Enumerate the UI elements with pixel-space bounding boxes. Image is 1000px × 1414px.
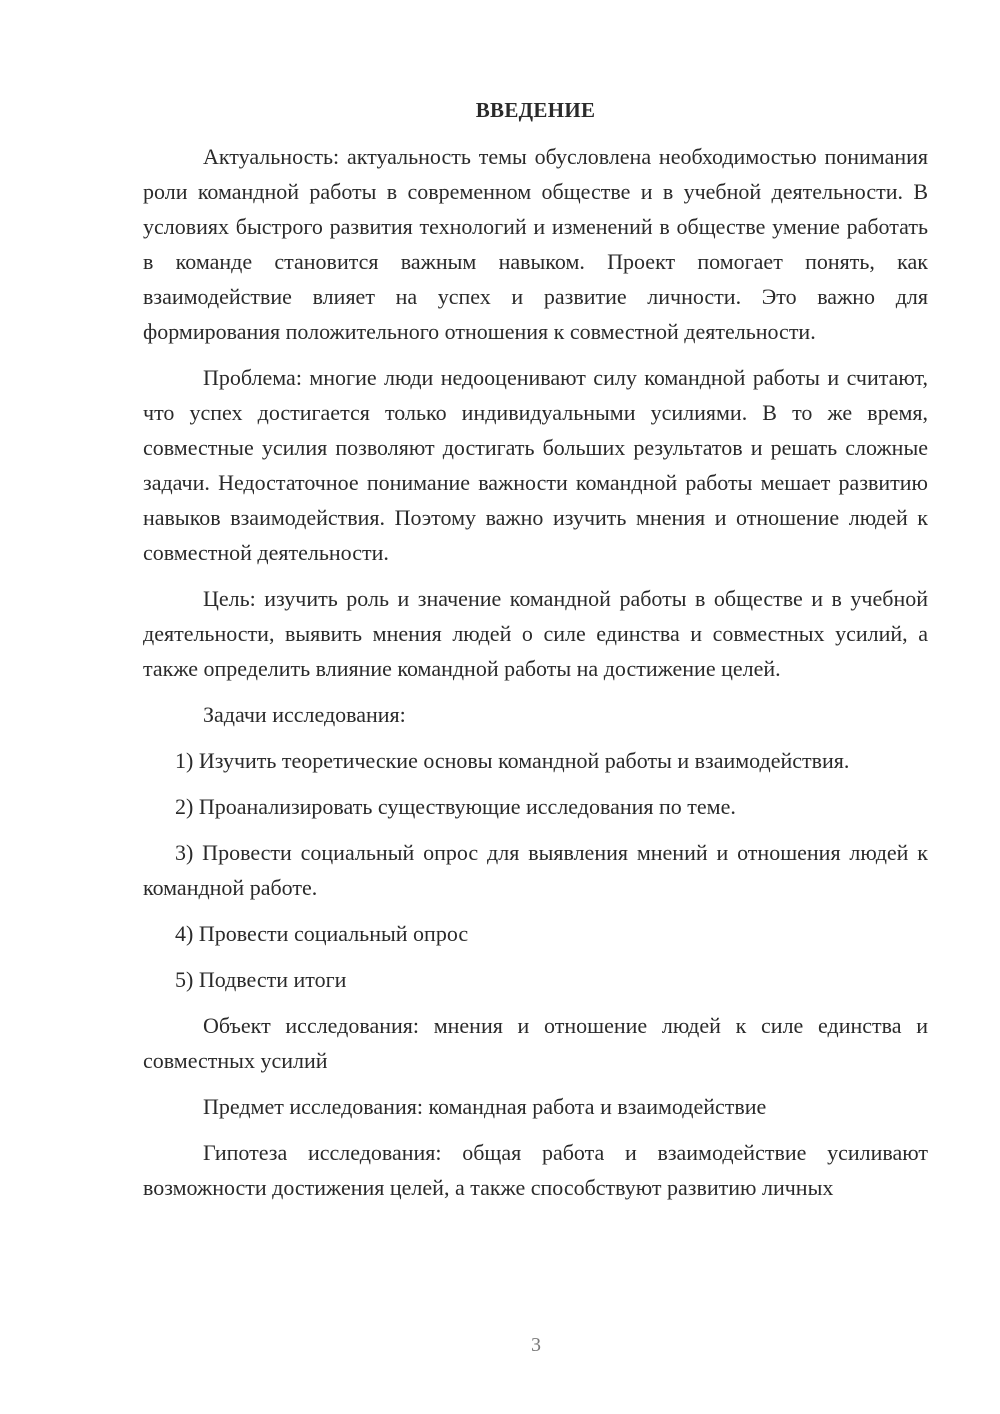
task-item: 2) Проанализировать существующие исследования по теме. [175, 794, 736, 819]
goal-paragraph: Цель: изучить роль и значение командной работы в обществе и в учебной деятельности, выявить мнения людей о силе единства и совместных усилий, а также определить влияние командной работы на достижение целей. [143, 586, 928, 681]
hypothesis-paragraph: Гипотеза исследования: общая работа и взаимодействие усиливают возможности достижения целей, а также способствуют развитию личных [143, 1140, 928, 1200]
section-title: ВВЕДЕНИЕ [475, 98, 596, 122]
subject-paragraph: Предмет исследования: командная работа и взаимодействие [203, 1094, 767, 1119]
problem-paragraph: Проблема: многие люди недооценивают силу командной работы и считают, что успех достигается только индивидуальными усилиями. В то же время, совместные усилия позволяют достигать больших результатов и решать сложные задачи. Недостаточное понимание важности командной работы мешает развитию навыков взаимодействия. Поэтому важно изучить мнения и отношение людей к совместной деятельности. [143, 365, 928, 565]
page-number: 3 [531, 1334, 541, 1356]
relevance-paragraph: Актуальность: актуальность темы обусловлена необходимостью понимания роли командной работы в современном обществе и в учебной деятельности. В условиях быстрого развития технологий и изменений в обществе умение работать в команде становится важным навыком. Проект помогает понять, как взаимодействие влияет на успех и развитие личности. Это важно для формирования положительного отношения к совместной деятельности. [143, 144, 928, 344]
task-item: 1) Изучить теоретические основы командной работы и взаимодействия. [175, 748, 850, 773]
document-page [143, 95, 928, 1216]
task-item: 4) Провести социальный опрос [175, 921, 469, 946]
task-item: 3) Провести социальный опрос для выявления мнений и отношения людей к командной работе. [143, 840, 928, 900]
task-item: 5) Подвести итоги [175, 967, 347, 992]
tasks-heading: Задачи исследования: [203, 702, 406, 727]
object-paragraph: Объект исследования: мнения и отношение людей к силе единства и совместных усилий [143, 1013, 928, 1073]
